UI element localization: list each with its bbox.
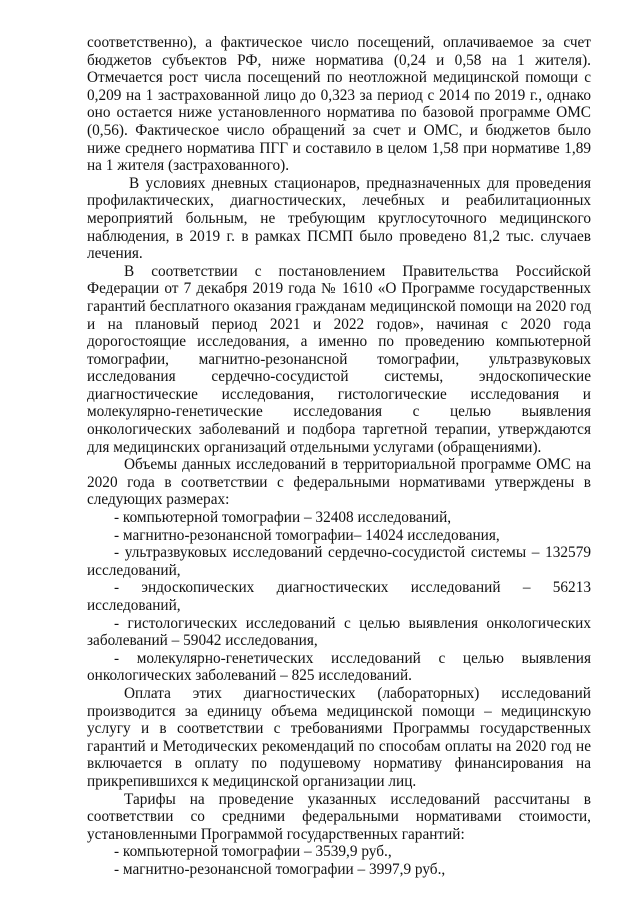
paragraph-tariffs: Тарифы на проведение указанных исследований рассчитаны в соответствии со средними федеральными нормативами стоимости, установленными Программой государственных гарантий: [87,790,591,843]
list-item-mri-tariff: - магнитно-резонансной томографии – 3997,9 руб., [114,860,446,878]
list-item-molecular-genetic: - молекулярно-генетических исследований с целью выявления онкологических заболеваний – 825 исследований. [87,649,591,685]
list-item-histology: - гистологических исследований с целью выявления онкологических заболеваний – 59042 исследования, [87,614,591,650]
list-item-ultrasound: - ультразвуковых исследований сердечно-сосудистой системы – 132579 исследований, [87,544,591,579]
document-page [87,34,591,879]
paragraph-day-hospitals: В условиях дневных стационаров, предназначенных для проведения профилактических, диагностических, лечебных и реабилитационных мероприятий больным, не требующим круглосуточного медицинского наблюдения, в 2019 г. в рамках ПСМП было проведено 81,2 тыс. случаев лечения. [87,174,591,263]
list-item-mri: - магнитно-резонансной томографии– 14024 исследования, [114,526,500,544]
paragraph-government-decree: В соответствии с постановлением Правительства Российской Федерации от 7 декабря 2019 года № 1610 «О Программе государственных гарантий бесплатного оказания гражданам медицинской помощи на 2020 год и на плановый период 2021 и 2022 годов», начиная с 2020 года дорогостоящие исследования, а именно по проведению компьютерной томографии, магнитно-резонансной томографии, ультразвуковых исследования сердечно-сосудистой системы, эндоскопические диагностические исследования, гистологические исследования и молекулярно-генетические исследования с целью выявления онкологических заболеваний и подбора таргетной терапии, утверждаются для медицинских организаций отдельными услугами (обращениями). [87,262,591,456]
list-item-ct-tariff: - компьютерной томографии – 3539,9 руб., [114,843,392,861]
list-item-ct: - компьютерной томографии – 32408 исследований, [114,509,452,527]
paragraph-research-volumes: Объемы данных исследований в территориальной программе ОМС на 2020 года в соответствии с федеральными нормативами утверждены в следующих размерах: [87,456,591,509]
paragraph-outpatient-visits: соответственно), а фактическое число посещений, оплачиваемое за счет бюджетов субъектов РФ, ниже норматива (0,24 и 0,58 на 1 жителя). Отмечается рост числа посещений по неотложной медицинской помощи с 0,209 на 1 застрахованной лицо до 0,323 за период с 2014 по 2019 г., однако оно остается ниже установленного норматива по базовой программе ОМС (0,56). Фактическое число обращений за счет и ОМС, и бюджетов было ниже среднего норматива ПГГ и составило в целом 1,58 при нормативе 1,89 на 1 жителя (застрахованного). [87,34,591,175]
list-item-endoscopy: - эндоскопических диагностических исследований – 56213 исследований, [87,579,591,614]
paragraph-payment: Оплата этих диагностических (лабораторных) исследований производится за единицу объема медицинской помощи – медицинскую услугу и в соответствии с требованиями Программы государственных гарантий и Методических рекомендаций по способам оплаты на 2020 год не включается в оплату по подушевому нормативу финансирования на прикрепившихся к медицинской организации лиц. [87,684,591,790]
